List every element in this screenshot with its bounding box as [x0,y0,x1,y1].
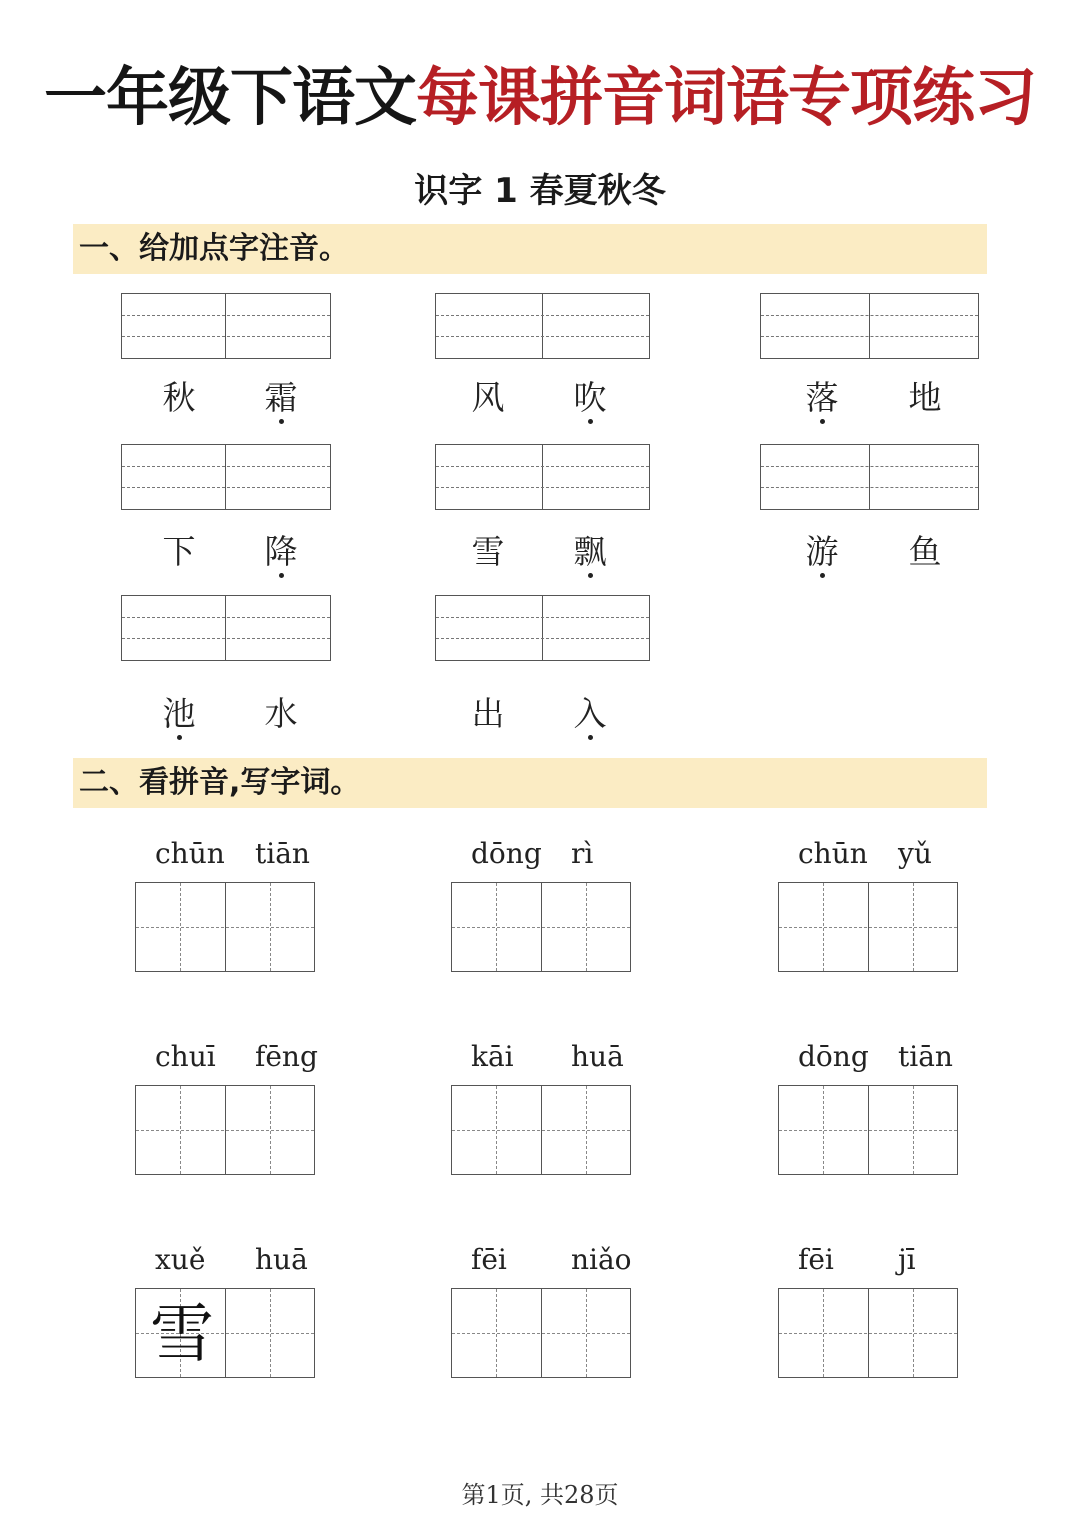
tian-character-grid[interactable] [778,1288,958,1378]
pinyin-syllable: niǎo [571,1243,632,1276]
tian-character-grid[interactable] [778,1085,958,1175]
word-character: 游 [802,532,842,572]
pinyin-syllable: jī [898,1243,916,1276]
pinyin-syllable: rì [571,837,594,870]
tian-character-grid[interactable] [778,882,958,972]
word-character: 地 [908,378,942,417]
tian-character-grid[interactable] [451,1288,631,1378]
word-character: 入 [570,694,610,734]
word-character: 秋 [162,378,196,417]
pinyin-writing-box[interactable] [121,293,331,359]
page-footer: 第1页, 共28页 [461,1481,619,1509]
pinyin-syllable: huā [255,1243,308,1276]
written-character: 雪 [150,1298,214,1372]
pinyin-writing-box[interactable] [121,595,331,661]
word-character: 鱼 [908,532,942,571]
word-character: 霜 [261,378,301,418]
word-character: 降 [261,532,301,572]
section2-heading-bar [73,758,987,808]
pinyin-syllable: tiān [898,1040,953,1073]
title-red-part: 每课拼音词语专项练习 [416,61,1036,134]
pinyin-syllable: dōng [798,1040,869,1073]
tian-character-grid[interactable] [135,1288,315,1378]
tian-character-grid[interactable] [451,1085,631,1175]
pinyin-syllable: kāi [471,1040,514,1073]
section1-heading-bar [73,224,987,274]
word-character: 下 [162,532,196,571]
word-character: 风 [471,378,505,417]
section2-heading: 二、看拼音,写字词。 [79,765,361,800]
pinyin-syllable: fēi [798,1243,834,1276]
pinyin-syllable: chūn [798,837,868,870]
pinyin-syllable: yǔ [898,837,932,870]
section1-heading: 一、给加点字注音。 [79,231,349,266]
pinyin-syllable: dōng [471,837,542,870]
pinyin-syllable: fēi [471,1243,507,1276]
pinyin-syllable: xuě [155,1243,206,1276]
tian-character-grid[interactable] [135,882,315,972]
word-character: 落 [802,378,842,418]
word-character: 飘 [570,532,610,572]
pinyin-writing-box[interactable] [435,293,650,359]
pinyin-syllable: tiān [255,837,310,870]
tian-character-grid[interactable] [135,1085,315,1175]
word-character: 吹 [570,378,610,418]
main-title [0,58,1080,138]
pinyin-syllable: huā [571,1040,624,1073]
word-character: 出 [471,694,505,733]
pinyin-syllable: chūn [155,837,225,870]
pinyin-writing-box[interactable] [435,595,650,661]
word-character: 池 [159,694,199,734]
word-character: 雪 [471,532,505,571]
pinyin-syllable: chuī [155,1040,216,1073]
pinyin-writing-box[interactable] [760,444,979,510]
title-black-part: 一年级下语文 [44,61,416,134]
pinyin-syllable: fēng [255,1040,318,1073]
tian-character-grid[interactable] [451,882,631,972]
pinyin-writing-box[interactable] [760,293,979,359]
lesson-subtitle: 识字 1 春夏秋冬 [414,171,666,211]
pinyin-writing-box[interactable] [121,444,331,510]
word-character: 水 [264,694,298,733]
pinyin-writing-box[interactable] [435,444,650,510]
